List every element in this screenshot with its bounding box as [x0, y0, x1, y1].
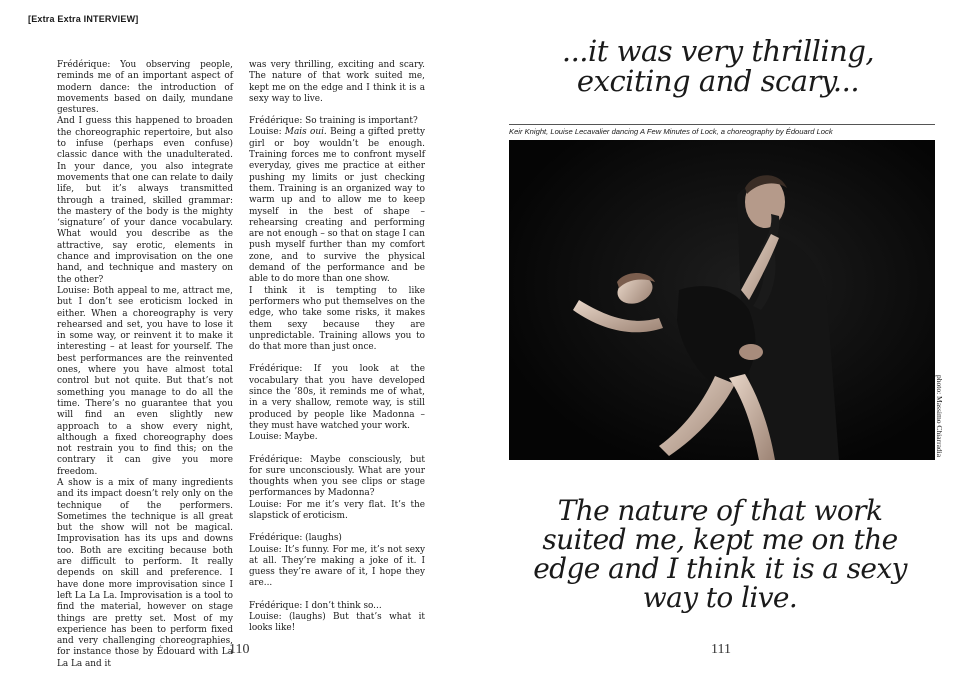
answer: Louise: For me it’s very flat. It’s the slapstick of eroticism.: [249, 499, 425, 521]
paragraph: A show is a mix of many ingredients and its impact doesn’t rely only on the technique of the performers. Sometimes the technique is all great but the show will not be magical. Improvisation has its ups and downs too. Both are exciting because both are difficult to perform. It really depends on skill and preference. I have done more improvisation since I left La La La. Improvisation is a tool to find the material, however on stage things are pretty set. Most of my experience has been to perform fixed and very challenging choreographies, for instance those by Édouard with La La La and it: [57, 477, 233, 669]
photo-credit: photo: Massimo Chiarradia: [935, 375, 944, 458]
dance-photo: [509, 140, 935, 460]
dancers-illustration: [509, 140, 935, 460]
question: Frédérique: (laughs): [249, 533, 342, 544]
pull-quote-top: ...it was very thrilling, exciting and scary...: [561, 34, 875, 98]
answer: Louise: Maybe.: [249, 432, 318, 443]
question: Frédérique: Maybe consciously, but for sure unconsciously. What are your thoughts when you see clips or stage performances by Madonna?: [249, 454, 425, 499]
speaker: Louise:: [249, 127, 285, 138]
divider: [509, 124, 935, 125]
text-column-2: [249, 60, 425, 635]
page-number-right: 111: [711, 642, 731, 657]
paragraph: Frédérique: You observing people, reminds me of an important aspect of modern dance: the introduction of movements based on daily, mundane gestures.: [57, 60, 233, 116]
section-tag: [Extra Extra INTERVIEW]: [28, 14, 139, 24]
question: Frédérique: So training is important?: [249, 116, 418, 127]
question: Frédérique: If you look at the vocabulary that you have developed since the ’80s, it reminds me of what, in a very shallow, remote way, is still produced by people like Madonna – they must have watched your work.: [249, 364, 425, 431]
paragraph: And I guess this happened to broaden the choreographic repertoire, but also to infuse (perhaps even confuse) classic dance with the unadulterated. In your dance, you also integrate movements that one can relate to daily life, but it’s always transmitted through a trained, skilled grammar: the mastery of the body is the mighty ‘signature’ of your dance vocabulary. What would you describe as the attractive, say erotic, elements in chance and improvisation on the one hand, and technique and mastery on the other?: [57, 116, 233, 285]
answer: Louise: It’s funny. For me, it’s not sexy at all. They’re making a joke of it. I guess they’re aware of it, I hope they are...: [249, 544, 425, 589]
emphasis: Mais oui.: [284, 127, 327, 138]
paragraph: I think it is tempting to like performers who put themselves on the edge, who take some risks, it makes them sexy because they are unpredictable. Training allows you to do that more than just once.: [249, 285, 425, 353]
photo-caption: Keir Knight, Louise Lecavalier dancing A Few Minutes of Lock, a choreography by Édouard Lock: [509, 127, 833, 136]
text-column-1: [57, 60, 233, 670]
answer-text: Being a gifted pretty girl or boy wouldn’t be enough. Training forces me to confront myself everyday, gives me practice at either pushing my limits or just checking them. Training is an organized way to warm up and to allow me to keep myself in the best of shape – rehearsing creating and performing are not enough – so that on stage I can push myself further than my comfort zone, and to survive the physical demand of the performance and be able to do more than one show.: [249, 127, 425, 285]
pull-quote-bottom: The nature of that work suited me, kept me on the edge and I think it is a sexy way to live.: [533, 494, 907, 614]
answer: [249, 127, 425, 285]
page-number-left: 110: [229, 642, 250, 657]
paragraph: was very thrilling, exciting and scary. The nature of that work suited me, kept me on the edge and I think it is a sexy way to live.: [249, 60, 425, 104]
paragraph: Louise: Both appeal to me, attract me, but I don’t see eroticism locked in either. When a choreography is very rehearsed and set, you have to lose it in some way, or reinvent it to make it interesting – at least for yourself. The best performances are the reinvented ones, where you have almost total control but not quite. But that’s not something you manage to do all the time. There’s no guarantee that you will find an even slightly new approach to a show every night, although a fixed choreography does not restrain you to find this; on the contrary it can give you more freedom.: [57, 285, 233, 477]
answer: Louise: (laughs) But that’s what it looks like!: [249, 612, 425, 634]
question: Frédérique: I don’t think so...: [249, 600, 382, 611]
